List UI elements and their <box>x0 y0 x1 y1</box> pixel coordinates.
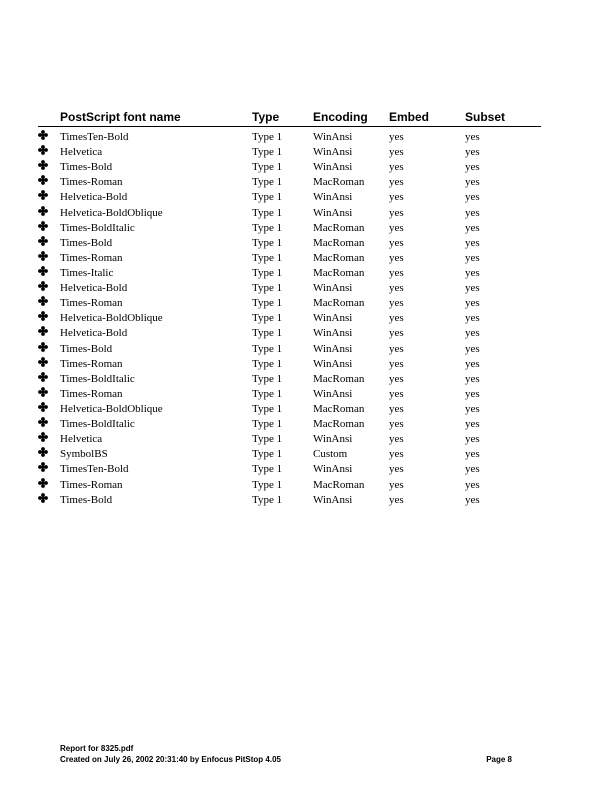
diamond-bullet-icon <box>38 447 48 457</box>
table-row <box>38 160 541 175</box>
type-cell: Type 1 <box>252 402 283 415</box>
embed-cell: yes <box>389 251 404 264</box>
table-row <box>38 402 541 417</box>
footer-created-on: Created on July 26, 2002 20:31:40 by Enfocus PitStop 4.05 <box>60 755 281 764</box>
encoding-cell: WinAnsi <box>313 161 353 174</box>
embed-cell: yes <box>389 463 404 476</box>
encoding-cell: MacRoman <box>313 236 365 249</box>
encoding-cell: WinAnsi <box>313 463 353 476</box>
table-row <box>38 175 541 190</box>
diamond-bullet-icon <box>38 311 48 321</box>
embed-cell: yes <box>389 478 404 491</box>
table-header <box>38 108 541 127</box>
subset-cell: yes <box>465 236 480 249</box>
type-cell: Type 1 <box>252 448 283 461</box>
embed-cell: yes <box>389 221 404 234</box>
type-cell: Type 1 <box>252 236 283 249</box>
embed-cell: yes <box>389 266 404 279</box>
font-name-cell: Helvetica-BoldOblique <box>60 206 163 219</box>
diamond-bullet-icon <box>38 281 48 291</box>
subset-cell: yes <box>465 493 480 506</box>
diamond-bullet-icon <box>38 251 48 261</box>
embed-cell: yes <box>389 161 404 174</box>
encoding-cell: MacRoman <box>313 221 365 234</box>
font-name-cell: Times-BoldItalic <box>60 418 135 431</box>
table-row <box>38 296 541 311</box>
embed-cell: yes <box>389 176 404 189</box>
diamond-bullet-icon <box>38 236 48 246</box>
table-body <box>38 130 541 508</box>
subset-cell: yes <box>465 372 480 385</box>
table-row <box>38 478 541 493</box>
embed-cell: yes <box>389 282 404 295</box>
diamond-bullet-icon <box>38 402 48 412</box>
embed-cell: yes <box>389 342 404 355</box>
subset-cell: yes <box>465 131 480 143</box>
diamond-bullet-icon <box>38 206 48 216</box>
encoding-cell: MacRoman <box>313 251 365 264</box>
table-row <box>38 221 541 236</box>
header-encoding: Encoding <box>313 110 368 124</box>
header-font-name: PostScript font name <box>60 110 181 124</box>
font-name-cell: Times-Bold <box>60 161 113 174</box>
type-cell: Type 1 <box>252 418 283 431</box>
embed-cell: yes <box>389 191 404 204</box>
type-cell: Type 1 <box>252 176 283 189</box>
table-row <box>38 357 541 372</box>
table-row <box>38 447 541 462</box>
font-name-cell: Helvetica-Bold <box>60 282 128 295</box>
table-row <box>38 206 541 221</box>
type-cell: Type 1 <box>252 282 283 295</box>
table-row <box>38 236 541 251</box>
encoding-cell: WinAnsi <box>313 191 353 204</box>
type-cell: Type 1 <box>252 433 283 446</box>
diamond-bullet-icon <box>38 387 48 397</box>
subset-cell: yes <box>465 357 480 370</box>
encoding-cell: MacRoman <box>313 418 365 431</box>
type-cell: Type 1 <box>252 161 283 174</box>
font-name-cell: Times-BoldItalic <box>60 372 135 385</box>
embed-cell: yes <box>389 418 404 431</box>
type-cell: Type 1 <box>252 463 283 476</box>
encoding-cell: WinAnsi <box>313 493 353 506</box>
table-row <box>38 266 541 281</box>
font-name-cell: Helvetica-Bold <box>60 327 128 340</box>
font-name-cell: Times-Roman <box>60 176 123 189</box>
embed-cell: yes <box>389 493 404 506</box>
encoding-cell: MacRoman <box>313 478 365 491</box>
subset-cell: yes <box>465 433 480 446</box>
table-row <box>38 417 541 432</box>
encoding-cell: WinAnsi <box>313 342 353 355</box>
type-cell: Type 1 <box>252 297 283 310</box>
subset-cell: yes <box>465 312 480 325</box>
table-row <box>38 387 541 402</box>
report-footer <box>60 743 512 765</box>
embed-cell: yes <box>389 433 404 446</box>
diamond-bullet-icon <box>38 221 48 231</box>
table-row <box>38 493 541 508</box>
embed-cell: yes <box>389 387 404 400</box>
footer-page-number: Page 8 <box>486 755 512 764</box>
type-cell: Type 1 <box>252 266 283 279</box>
table-row <box>38 251 541 266</box>
diamond-bullet-icon <box>38 478 48 488</box>
font-name-cell: Times-Bold <box>60 342 113 355</box>
font-name-cell: Times-Bold <box>60 236 113 249</box>
font-name-cell: Times-Roman <box>60 357 123 370</box>
type-cell: Type 1 <box>252 493 283 506</box>
subset-cell: yes <box>465 478 480 491</box>
font-name-cell: Times-Roman <box>60 297 123 310</box>
embed-cell: yes <box>389 402 404 415</box>
diamond-bullet-icon <box>38 462 48 472</box>
table-row <box>38 326 541 341</box>
subset-cell: yes <box>465 448 480 461</box>
type-cell: Type 1 <box>252 372 283 385</box>
subset-cell: yes <box>465 327 480 340</box>
font-name-cell: Times-Bold <box>60 493 113 506</box>
encoding-cell: WinAnsi <box>313 387 353 400</box>
footer-report-for: Report for 8325.pdf <box>60 744 134 753</box>
diamond-bullet-icon <box>38 342 48 352</box>
subset-cell: yes <box>465 146 480 159</box>
font-name-cell: Times-Roman <box>60 478 123 491</box>
font-table <box>38 108 541 508</box>
table-row <box>38 281 541 296</box>
encoding-cell: Custom <box>313 448 348 461</box>
diamond-bullet-icon <box>38 326 48 336</box>
type-cell: Type 1 <box>252 221 283 234</box>
encoding-cell: WinAnsi <box>313 312 353 325</box>
subset-cell: yes <box>465 282 480 295</box>
footer-created-line <box>60 754 512 765</box>
font-name-cell: TimesTen-Bold <box>60 463 129 476</box>
diamond-bullet-icon <box>38 190 48 200</box>
table-row <box>38 462 541 477</box>
diamond-bullet-icon <box>38 175 48 185</box>
subset-cell: yes <box>465 251 480 264</box>
diamond-bullet-icon <box>38 372 48 382</box>
type-cell: Type 1 <box>252 357 283 370</box>
embed-cell: yes <box>389 448 404 461</box>
font-name-cell: Helvetica-BoldOblique <box>60 312 163 325</box>
encoding-cell: WinAnsi <box>313 282 353 295</box>
encoding-cell: MacRoman <box>313 372 365 385</box>
type-cell: Type 1 <box>252 191 283 204</box>
font-name-cell: Helvetica-BoldOblique <box>60 402 163 415</box>
header-type: Type <box>252 110 280 124</box>
encoding-cell: MacRoman <box>313 266 365 279</box>
embed-cell: yes <box>389 236 404 249</box>
type-cell: Type 1 <box>252 146 283 159</box>
type-cell: Type 1 <box>252 131 283 143</box>
subset-cell: yes <box>465 176 480 189</box>
font-name-cell: TimesTen-Bold <box>60 131 129 143</box>
font-name-cell: Times-Roman <box>60 251 123 264</box>
embed-cell: yes <box>389 372 404 385</box>
encoding-cell: WinAnsi <box>313 357 353 370</box>
table-row <box>38 432 541 447</box>
diamond-bullet-icon <box>38 417 48 427</box>
subset-cell: yes <box>465 191 480 204</box>
embed-cell: yes <box>389 297 404 310</box>
diamond-bullet-icon <box>38 266 48 276</box>
type-cell: Type 1 <box>252 327 283 340</box>
subset-cell: yes <box>465 161 480 174</box>
header-subset: Subset <box>465 110 506 124</box>
table-row <box>38 190 541 205</box>
encoding-cell: MacRoman <box>313 176 365 189</box>
encoding-cell: WinAnsi <box>313 327 353 340</box>
header-embed: Embed <box>389 110 430 124</box>
font-name-cell: SymbolBS <box>60 448 108 461</box>
diamond-bullet-icon <box>38 432 48 442</box>
type-cell: Type 1 <box>252 251 283 264</box>
subset-cell: yes <box>465 266 480 279</box>
encoding-cell: WinAnsi <box>313 131 353 143</box>
diamond-bullet-icon <box>38 160 48 170</box>
encoding-cell: WinAnsi <box>313 433 353 446</box>
table-row <box>38 145 541 160</box>
diamond-bullet-icon <box>38 130 48 140</box>
subset-cell: yes <box>465 463 480 476</box>
embed-cell: yes <box>389 206 404 219</box>
subset-cell: yes <box>465 297 480 310</box>
font-name-cell: Times-Italic <box>60 266 114 279</box>
table-row <box>38 372 541 387</box>
subset-cell: yes <box>465 418 480 431</box>
subset-cell: yes <box>465 342 480 355</box>
embed-cell: yes <box>389 131 404 143</box>
subset-cell: yes <box>465 387 480 400</box>
font-name-cell: Times-Roman <box>60 387 123 400</box>
type-cell: Type 1 <box>252 206 283 219</box>
embed-cell: yes <box>389 327 404 340</box>
subset-cell: yes <box>465 206 480 219</box>
type-cell: Type 1 <box>252 342 283 355</box>
table-row <box>38 311 541 326</box>
diamond-bullet-icon <box>38 357 48 367</box>
encoding-cell: WinAnsi <box>313 206 353 219</box>
subset-cell: yes <box>465 221 480 234</box>
type-cell: Type 1 <box>252 387 283 400</box>
table-row <box>38 342 541 357</box>
embed-cell: yes <box>389 357 404 370</box>
encoding-cell: WinAnsi <box>313 146 353 159</box>
encoding-cell: MacRoman <box>313 402 365 415</box>
embed-cell: yes <box>389 146 404 159</box>
type-cell: Type 1 <box>252 312 283 325</box>
diamond-bullet-icon <box>38 145 48 155</box>
font-name-cell: Helvetica-Bold <box>60 191 128 204</box>
table-row <box>38 130 541 145</box>
font-name-cell: Times-BoldItalic <box>60 221 135 234</box>
diamond-bullet-icon <box>38 296 48 306</box>
diamond-bullet-icon <box>38 493 48 503</box>
encoding-cell: MacRoman <box>313 297 365 310</box>
font-name-cell: Helvetica <box>60 433 103 446</box>
font-name-cell: Helvetica <box>60 146 103 159</box>
embed-cell: yes <box>389 312 404 325</box>
subset-cell: yes <box>465 402 480 415</box>
type-cell: Type 1 <box>252 478 283 491</box>
